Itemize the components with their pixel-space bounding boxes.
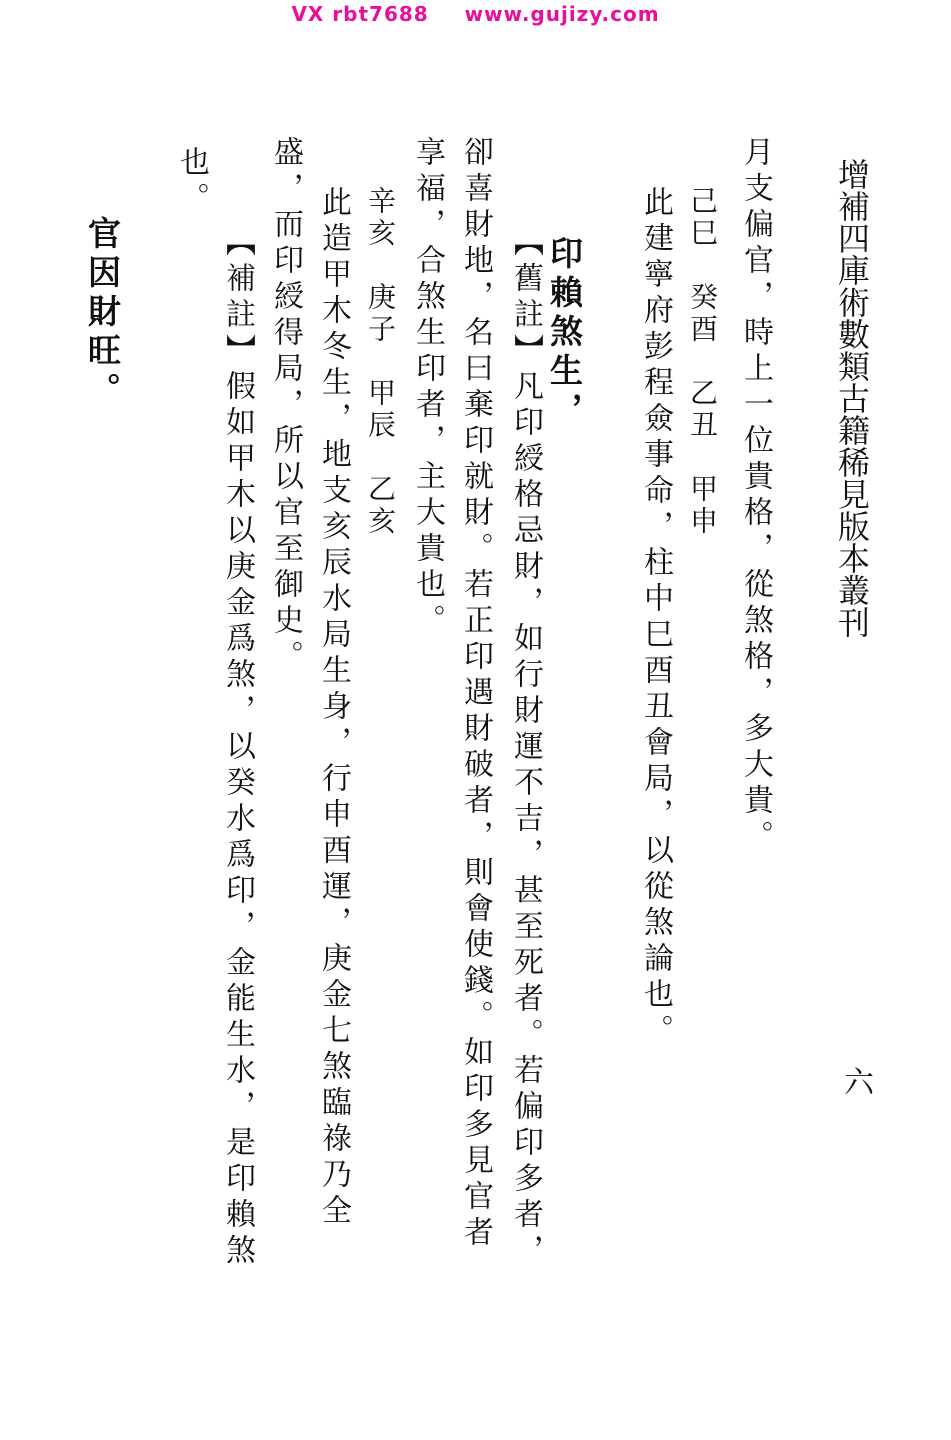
text-column-5: 【舊註】凡印綬格忌財，如行財運不吉，甚至死者。若偏印多者，: [508, 226, 543, 1270]
ganzhi-column-2: 辛亥 庚子 甲辰 乙亥: [364, 186, 397, 538]
watermark-contact: VX rbt7688: [291, 2, 429, 26]
section-heading: 印賴煞生，: [545, 236, 584, 431]
text-column-7: 享福，合煞生印者，主大貴也。: [410, 136, 445, 640]
watermark-site: www.gujizy.com: [464, 2, 660, 26]
section-heading-2: 官因財旺。: [83, 216, 122, 411]
watermark: [0, 2, 951, 26]
text-column-11: 【補註】假如甲木以庚金爲煞，以癸水爲印，金能生水，是印賴煞: [220, 226, 255, 1270]
text-column-12: 也。: [174, 146, 209, 218]
text-column-3: 此建寧府彭程僉事命，柱中巳酉丑會局，以從煞論也。: [638, 186, 673, 1050]
text-column-10: 盛，而印綬得局，所以官至御史。: [268, 136, 303, 676]
ganzhi-column-1: 己巳 癸酉 乙丑 甲申: [686, 186, 719, 538]
text-column-1: 月支偏官，時上一位貴格，從煞格，多大貴。: [738, 136, 773, 856]
running-header: 增補四庫術數類古籍稀見版本叢刊: [833, 158, 871, 638]
text-column-9: 此造甲木冬生，地支亥辰水局生身，行申酉運，庚金七煞臨祿乃全: [316, 186, 351, 1230]
text-column-6: 卻喜財地，名曰棄印就財。若正印遇財破者，則會使錢。如印多見官者: [458, 136, 493, 1252]
page-number: 六: [838, 1066, 873, 1096]
